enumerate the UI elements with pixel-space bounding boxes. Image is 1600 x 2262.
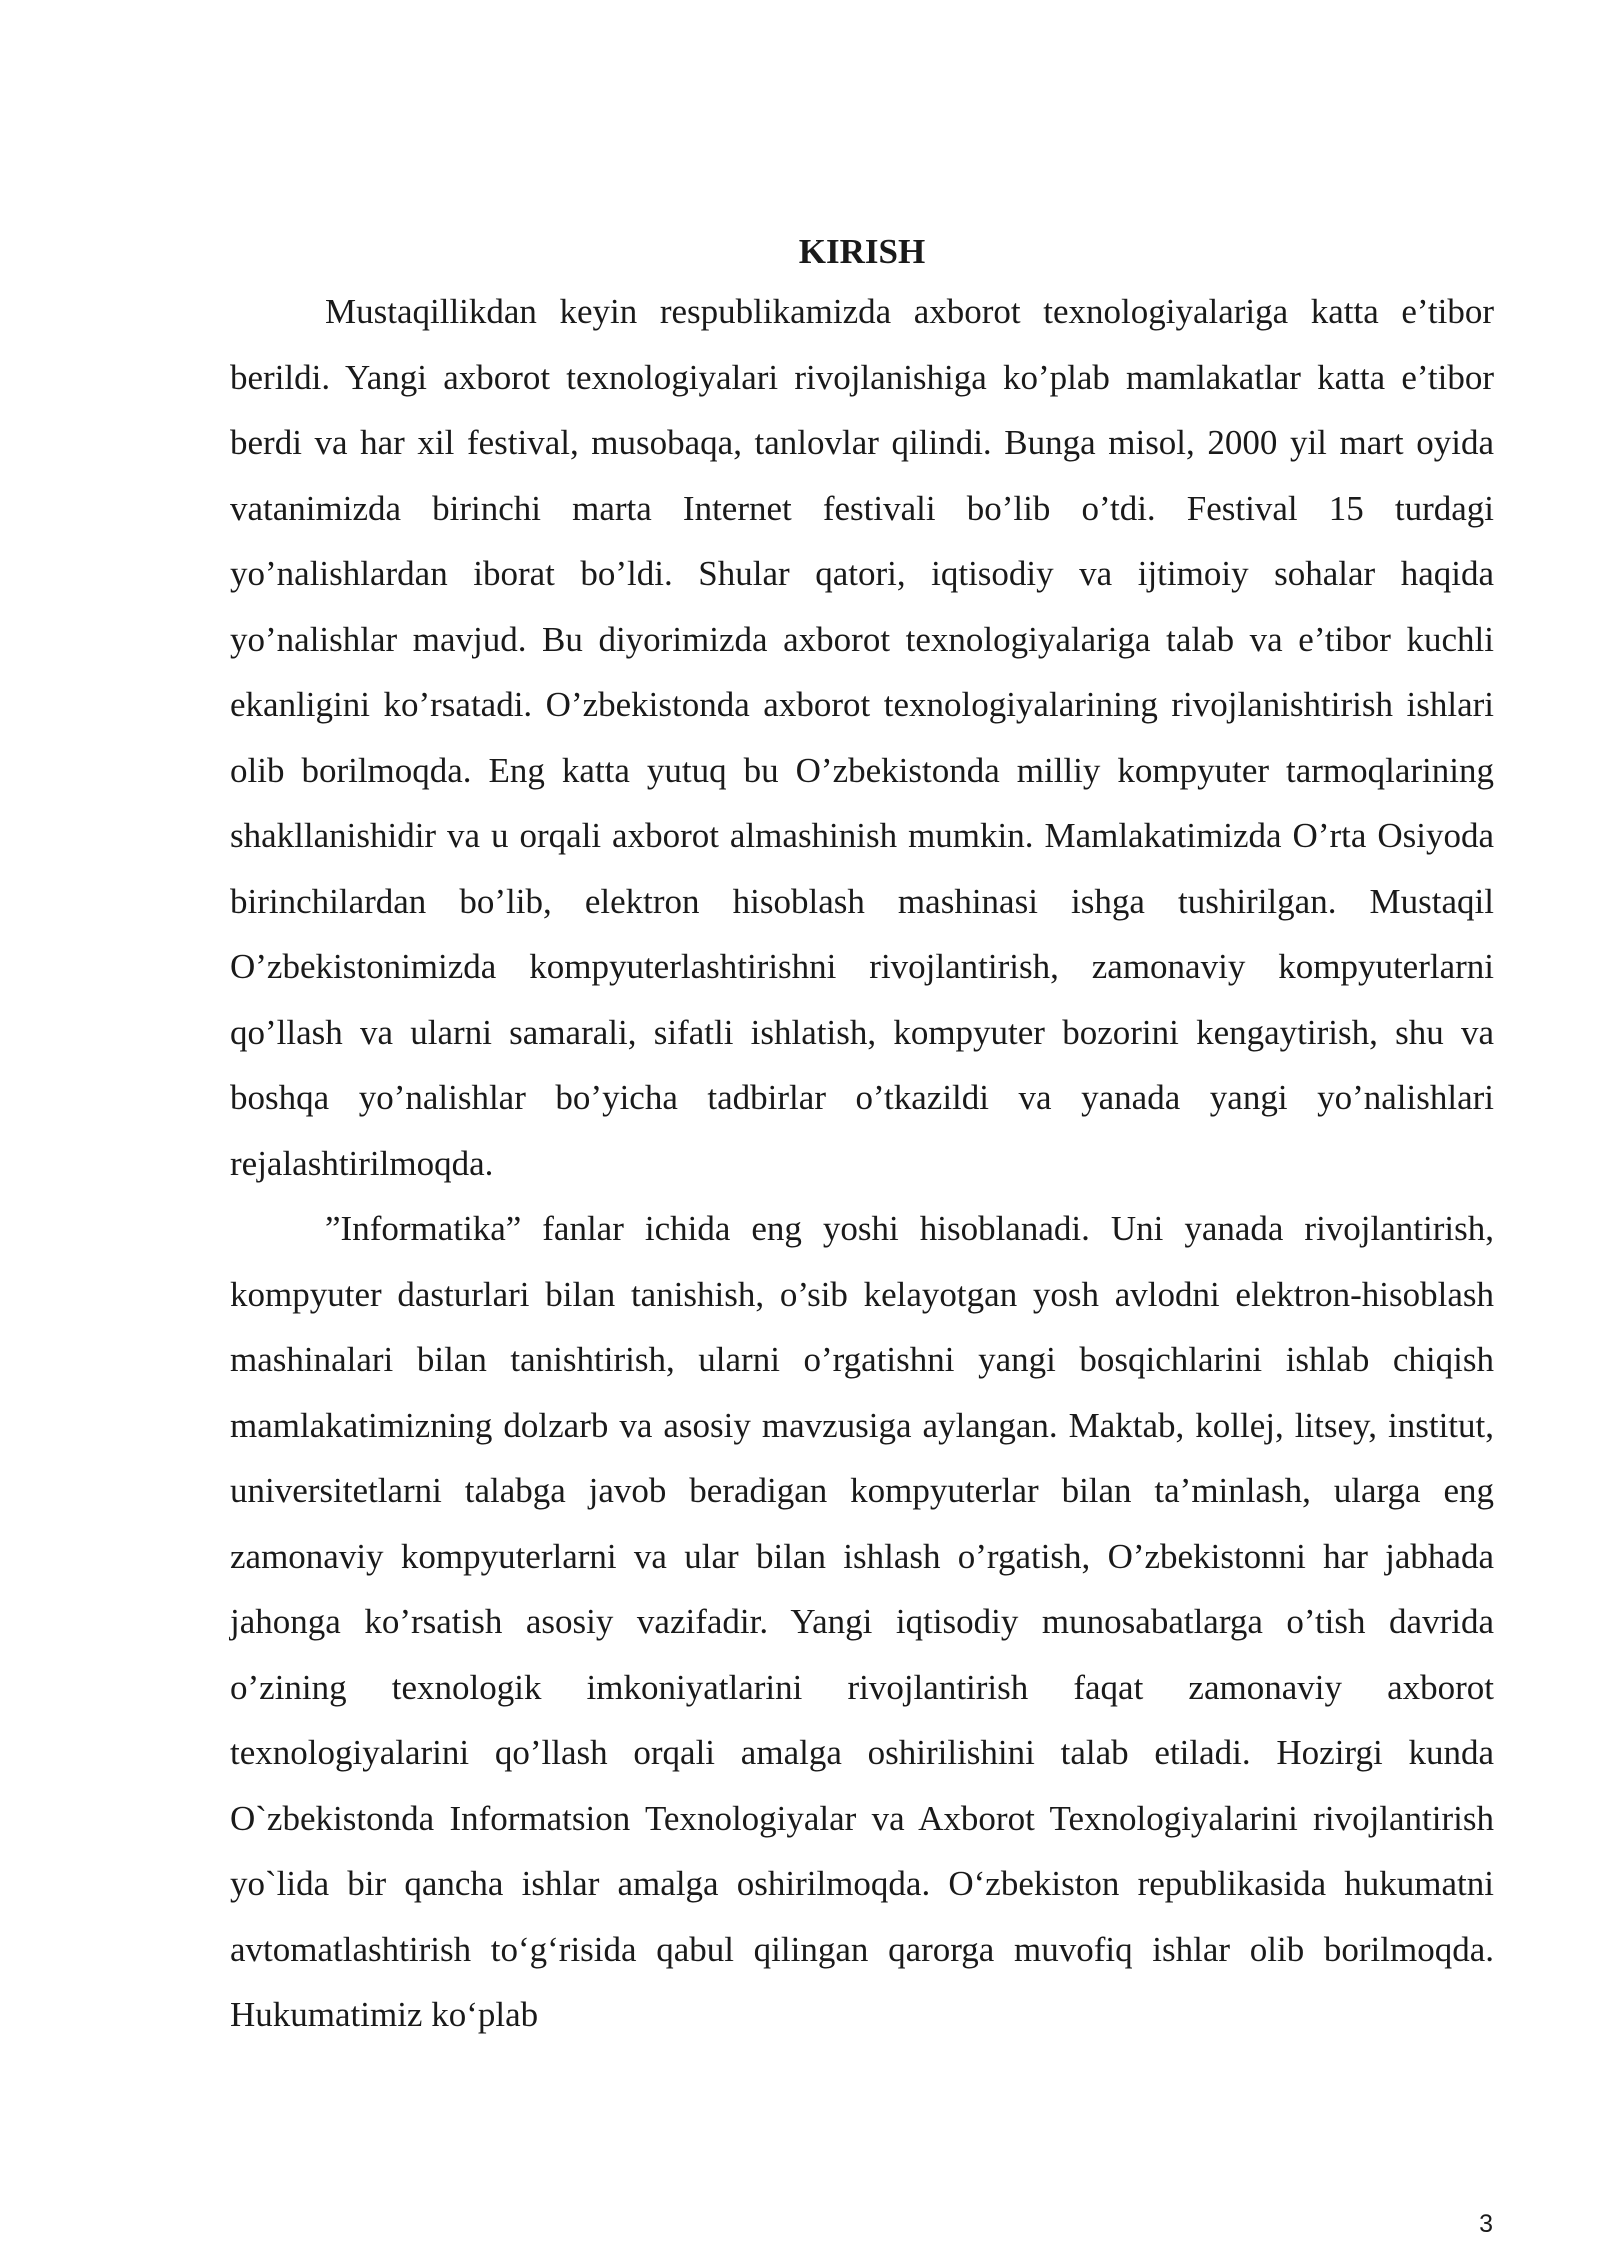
- page-content: [230, 225, 1494, 2048]
- page-number: 3: [1479, 2210, 1493, 2238]
- paragraph: ”Informatika” fanlar ichida eng yoshi hisoblanadi. Uni yanada rivojlantirish, kompyuter dasturlari bilan tanishish, o’sib kelayotgan yosh avlodni elektron-hisoblash mashinalari bilan tanishtirish, ularni o’rgatishni yangi bosqichlarini ishlab chiqish mamlakatimizning dolzarb va asosiy mavzusiga aylangan. Maktab, kollej, litsey, institut, universitetlarni talabga javob beradigan kompyuterlar bilan ta’minlash, ularga eng zamonaviy kompyuterlarni va ular bilan ishlash o’rgatish, O’zbekistonni har jabhada jahonga ko’rsatish asosiy vazifadir. Yangi iqtisodiy munosabatlarga o’tish davrida o’zining texnologik imkoniyatlarini rivojlantirish faqat zamonaviy axborot texnologiyalarini qo’llash orqali amalga oshirilishini talab etiladi. Hozirgi kunda O`zbekistonda Informatsion Texnologiyalar va Axborot Texnologiyalarini rivojlantirish yo`lida bir qancha ishlar amalga oshirilmoqda. O‘zbekiston republikasida hukumatni avtomatlashtirish to‘g‘risida qabul qilingan qarorga muvofiq ishlar olib borilmoqda. Hukumatimiz ko‘plab: [230, 1209, 1494, 2034]
- paragraph: Mustaqillikdan keyin respublikamizda axborot texnologiyalariga katta e’tibor berildi. Yangi axborot texnologiyalari rivojlanishiga ko’plab mamlakatlar katta e’tibor berdi va har xil festival, musobaqa, tanlovlar qilindi. Bunga misol, 2000 yil mart oyida vatanimizda birinchi marta Internet festivali bo’lib o’tdi. Festival 15 turdagi yo’nalishlardan iborat bo’ldi. Shular qatori, iqtisodiy va ijtimoiy sohalar haqida yo’nalishlar mavjud. Bu diyorimizda axborot texnologiyalariga talab va e’tibor kuchli ekanligini ko’rsatadi. O’zbekistonda axborot texnologiyalarining rivojlanishtirish ishlari olib borilmoqda. Eng katta yutuq bu O’zbekistonda milliy kompyuter tarmoqlarining shakllanishidir va u orqali axborot almashinish mumkin. Mamlakatimizda O’rta Osiyoda birinchilardan bo’lib, elektron hisoblash mashinasi ishga tushirilgan. Mustaqil O’zbekistonimizda kompyuterlashtirishni rivojlantirish, zamonaviy kompyuterlarni qo’llash va ularni samarali, sifatli ishlatish, kompyuter bozorini kengaytirish, shu va boshqa yo’nalishlar bo’yicha tadbirlar o’tkazildi va yanada yangi yo’nalishlari rejalashtirilmoqda.: [230, 292, 1494, 1183]
- section-heading: KIRISH: [798, 232, 926, 271]
